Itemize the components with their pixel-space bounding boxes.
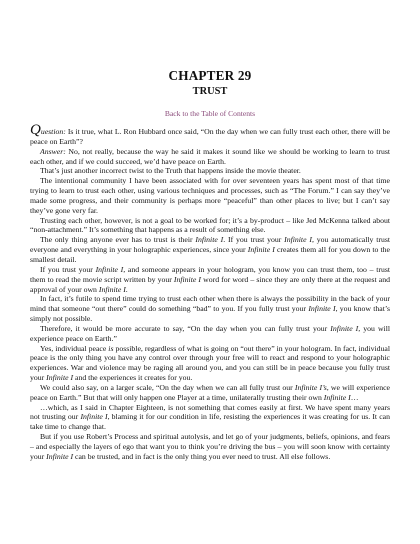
body-paragraph — [30, 265, 390, 295]
text-run: and the experiences it creates for you. — [73, 373, 193, 383]
italic-term: Infinite I — [284, 235, 312, 245]
italic-term: is — [108, 343, 114, 353]
italic-term: Infinite I — [98, 284, 126, 294]
body-paragraph — [30, 403, 390, 433]
text-run: In fact, it’s futile to spend time trying to trust each other when there is always the possibility in the back of your mind that someone “out there” could do something “bad” to you. If you fully trust your — [30, 294, 390, 314]
italic-term: Infinite I — [308, 304, 336, 314]
italic-term: Infinite I — [80, 412, 108, 422]
chapter-body — [30, 122, 391, 462]
text-run: , we will experience peace on Earth.” But that will only happen one Player at a time, unilaterally trusting their own — [30, 382, 390, 402]
text-run: , you will experience peace on Earth.” — [30, 323, 391, 343]
text-run: , you know that’s simply not possible. — [30, 304, 391, 324]
body-paragraph — [30, 383, 390, 403]
text-run: If you trust your — [40, 264, 96, 274]
body-paragraph — [30, 294, 390, 324]
text-run: can be trusted, and in fact is the only thing you ever need to trust. All else follows. — [73, 451, 331, 461]
italic-term: Infinite I — [173, 274, 202, 284]
text-run: . If you trust your — [223, 235, 285, 245]
text-run: Therefore, it would be more accurate to say, “On the day when you can fully trust your — [40, 323, 331, 333]
text-run: , you automatically trust everyone and everything in your holographic experiences, since your — [30, 235, 390, 255]
italic-term: Infinite I — [330, 323, 359, 333]
body-paragraph: That’s just another incorrect twist to the Truth that happens inside the movie theater. — [40, 166, 301, 176]
back-to-toc-link[interactable]: Back to the Table of Contents — [164, 109, 256, 118]
answer-text: No, not really, because the way he said it makes it sound like we should be working to learn to trust each other, and if we could succeed, we’d have peace on Earth. — [30, 146, 390, 166]
chapter-number: CHAPTER 29 — [168, 68, 252, 83]
italic-term: Infinite I — [95, 264, 124, 274]
question-text: Is it true, what L. Ron Hubbard once said, “On the day when we can fully trust each other, there will be peace on Earth”? — [30, 127, 390, 146]
text-run: creates them all for you down to the smallest detail. — [30, 245, 390, 264]
drop-cap: Q — [30, 122, 41, 138]
text-run: . — [125, 284, 128, 294]
text-run: , blaming it for our condition in life, resisting the experiences it was creating for us. It can take time to change that. — [30, 412, 391, 432]
answer-label: Answer: — [40, 146, 66, 156]
answer-paragraph — [30, 147, 390, 167]
text-run: … — [350, 392, 359, 402]
italic-term: Infinite I — [323, 392, 351, 402]
text-run: word for word – since they are only there at the request and approval of your own — [30, 274, 390, 294]
body-paragraph — [30, 324, 390, 344]
chapter-title: TRUST — [192, 86, 228, 97]
body-paragraph — [30, 432, 390, 462]
italic-term: Infinite I — [46, 373, 74, 383]
body-paragraph — [30, 235, 390, 265]
text-run: We could also say, on a larger scale, “On the day when we can all fully trust our — [40, 382, 295, 392]
body-paragraph: Trusting each other, however, is not a goal to be worked for; it’s a by-product – like Jed McKenna talked about “non-attachment.” It’s something that happens as a result of something else. — [30, 215, 390, 235]
question-paragraph — [30, 122, 390, 147]
text-run: The only thing anyone ever has to trust is their — [40, 235, 196, 245]
text-run: But if you use Robert’s Process and spiritual autolysis, and let go of your judgments, beliefs, opinions, and fears – and especially the layers of ego that want you to think you’re driving the bus – you will soon know with certainty your — [30, 432, 390, 461]
body-paragraph: The intentional community I have been associated with for over seventeen years has spent most of that time trying to learn to trust each other, using various techniques and processes, such as “The Forum.” I can say they’ve made some progress, and their community is perhaps more “peaceful” than other places to live; but I can’t say they’ve gone very far. — [30, 176, 390, 215]
question-label: uestion: — [40, 127, 66, 136]
italic-term: Infinite I — [46, 451, 74, 461]
italic-term: Infinite I — [195, 235, 224, 245]
italic-term: Infinite I’s — [294, 382, 327, 392]
text-run: possible, regardless of what is going on “out there” in your hologram. In fact, individual peace is the only thing you have any control over through your free will to react and respond to your holographic experiences. War and violence may be raging all around you, and you can still be in peace because you fully trust your — [30, 343, 390, 383]
text-run: Yes, individual peace — [40, 343, 109, 353]
body-paragraph — [30, 344, 390, 383]
text-run: , and someone appears in your hologram, you know you can trust them, too – trust them to read the movie script written by your — [30, 264, 390, 284]
text-run: …which, as I said in Chapter Eighteen, is not something that comes easily at first. We have spent many years not trusting our — [30, 402, 390, 422]
italic-term: Infinite I — [247, 245, 275, 255]
